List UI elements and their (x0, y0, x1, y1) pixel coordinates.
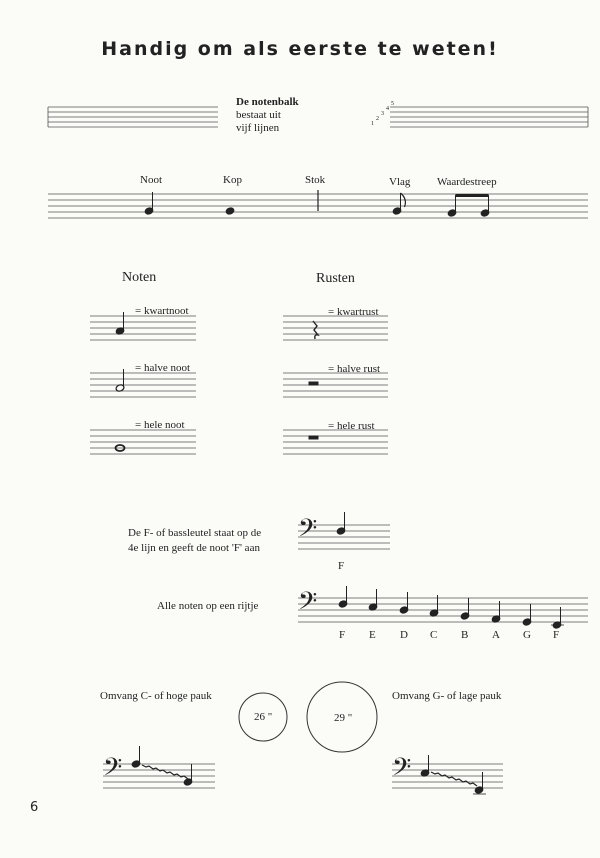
rests-header: Rusten (316, 271, 355, 286)
staff-line-number: 1 (371, 121, 374, 127)
note-label-whole: = hele noot (135, 419, 185, 431)
bass-clef-icon: 𝄢 (392, 753, 412, 788)
part-label-noot: Noot (140, 174, 162, 186)
scale-note-letter: B (461, 629, 469, 641)
intro-staff-left (48, 107, 218, 127)
note-label-quarter: = kwartnoot (135, 305, 189, 317)
part-label-vlag: Vlag (389, 176, 411, 188)
page-title: Handig om als eerste te weten! (101, 38, 499, 60)
note-label-half: = halve noot (135, 362, 191, 374)
bass-clef-icon: 𝄢 (103, 753, 123, 788)
staff-intro-line: vijf lijnen (236, 122, 280, 134)
scale-notes (338, 586, 564, 629)
staff-line-number: 2 (376, 116, 379, 122)
clef-description (128, 526, 261, 556)
part-label-stok: Stok (305, 174, 326, 186)
scale-note-letter: G (523, 629, 531, 641)
range-low-label: Omvang G- of lage pauk (392, 690, 502, 702)
clef-example-notes (336, 512, 346, 535)
scale-note-letter: C (430, 629, 438, 641)
scale-note-letter: A (492, 629, 500, 641)
range-high-label: Omvang C- of hoge pauk (100, 690, 212, 702)
staff-line-number: 5 (391, 101, 394, 107)
page-number: 6 (30, 800, 39, 815)
clef-note-letter: F (338, 560, 345, 572)
rest-label-quarter: = kwartrust (328, 306, 379, 318)
scale-label: Alle noten op een rijtje (157, 600, 259, 612)
part-label-waardestreep: Waardestreep (437, 176, 497, 188)
bass-clef-icon: 𝄢 (298, 587, 318, 622)
rest-label-whole: = hele rust (328, 420, 375, 432)
notes-header: Noten (122, 270, 157, 285)
part-label-kop: Kop (223, 174, 242, 186)
intro-staff-right (390, 107, 588, 127)
range-high-notes (131, 746, 193, 786)
staff-intro-line: bestaat uit (236, 109, 281, 121)
rest-label-half: = halve rust (328, 363, 381, 375)
clef-description-line: De F- of bassleutel staat op de (128, 527, 262, 539)
bass-clef-icon: 𝄢 (298, 514, 318, 549)
rest-staves (283, 316, 388, 454)
staff-intro-heading: De notenbalk (236, 96, 299, 108)
clef-description-line: 4e lijn en geeft de noot 'F' aan (128, 542, 260, 554)
scale-note-letter: F (553, 629, 560, 641)
drum-size-small: 26 " (254, 711, 273, 723)
rest-symbols (309, 321, 318, 439)
scale-note-letter: E (369, 629, 376, 641)
scale-note-letter: D (400, 629, 408, 641)
drum-size-large: 29 " (334, 712, 353, 724)
note-staves (90, 316, 196, 454)
staff-line-number: 4 (386, 106, 389, 112)
scale-note-letter: F (339, 629, 346, 641)
staff-intro-text (236, 96, 299, 135)
staff-line-number: 3 (381, 111, 384, 117)
